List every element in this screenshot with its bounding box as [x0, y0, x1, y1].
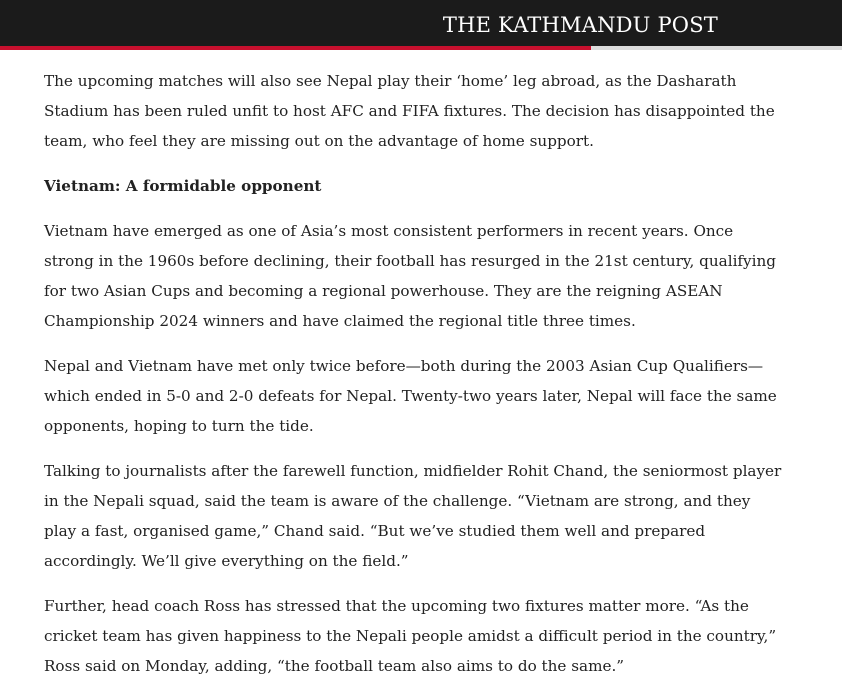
article-subheading: Vietnam: A formidable opponent [44, 177, 322, 195]
site-header [0, 0, 842, 46]
article-paragraph: The upcoming matches will also see Nepal play their ‘home’ leg abroad, as the Dasharath Stadium has been ruled unfit to host AFC and FIFA fixtures. The decision has disappointed the team, who feel they are missing out on the advantage of home support. [44, 72, 775, 150]
site-logo-link[interactable]: THE KATHMANDU POST [442, 13, 718, 37]
article-paragraph: Talking to journalists after the farewell function, midfielder Rohit Chand, the seniormost player in the Nepali squad, said the team is aware of the challenge. “Vietnam are strong, and they play a fast, organised game,” Chand said. “But we’ve studied them well and prepared accordingly. We’ll give everything on the field.” [44, 462, 782, 570]
article-body [44, 66, 784, 696]
article-paragraph: Nepal and Vietnam have met only twice before—both during the 2003 Asian Cup Qualifiers—which ended in 5-0 and 2-0 defeats for Nepal. Twenty-two years later, Nepal will face the same opponents, hoping to turn the tide. [44, 357, 777, 435]
article-paragraph: Further, head coach Ross has stressed that the upcoming two fixtures matter more. “As the cricket team has given happiness to the Nepali people amidst a difficult period in the country,” Ross said on Monday, adding, “the football team also aims to do the same.” [44, 597, 777, 675]
header-divider [591, 46, 842, 50]
article-paragraph: Vietnam have emerged as one of Asia’s most consistent performers in recent years. Once strong in the 1960s before declining, their football has resurged in the 21st century, qualifying for two Asian Cups and becoming a regional powerhouse. They are the reigning ASEAN Championship 2024 winners and have claimed the regional title three times. [44, 222, 776, 330]
header-accent-bar [0, 46, 591, 50]
